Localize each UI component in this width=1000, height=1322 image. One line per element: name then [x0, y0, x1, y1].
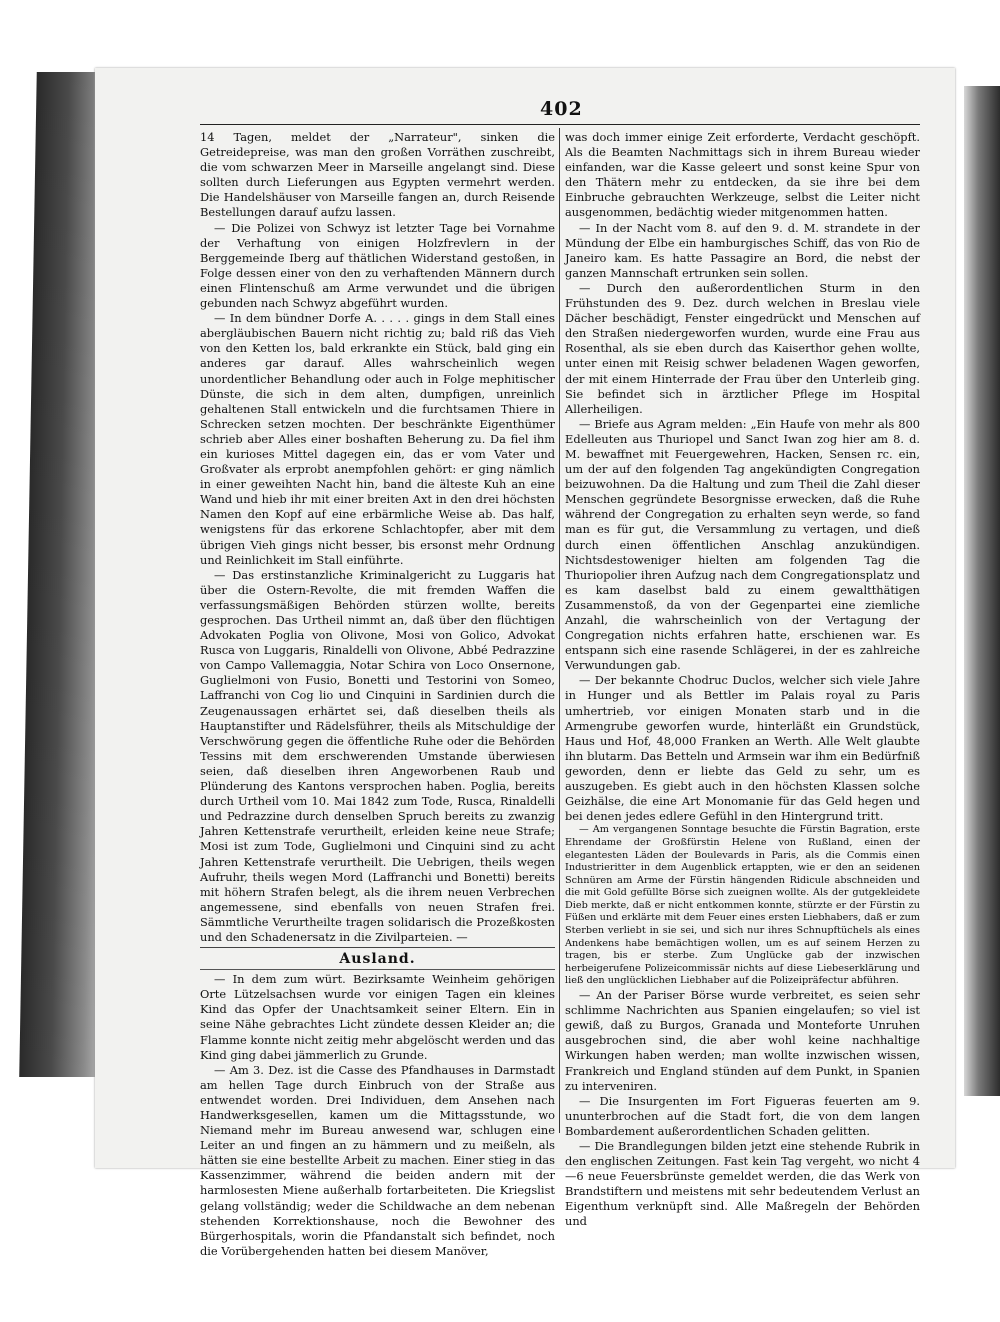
article-paragraph: — In dem bündner Dorfe A. . . . . gings in dem Stall eines abergläubischen Bauern nicht richtig zu; bald riß das Vieh von den Ketten los, bald erkrankte ein Stück, bald ging ein anderes gar darauf. Alles wahrscheinlich wegen unordentlicher Behandlung oder auch in Folge mephitischer Dünste, die sich in dem alten, dumpfigen, unreinlich gehaltenen Stall entwickeln und die furchtsamen Thiere in Schrecken setzen mochten. Der beschränkte Eigenthümer schrieb aber Alles einer boshaften Beherung zu. Da fiel ihm ein kurioses Mittel dagegen ein, das er vom Vater und Großvater als erprobt anempfohlen gehört: er ging nämlich in einer geweihten Nacht hin, band die älteste Kuh an eine Wand und hieb ihr mit einer breiten Axt in den drei höchsten Namen den Kopf auf eine erbärmliche Weise ab. Das half, wenigstens für das erkorene Schlachtopfer, aber mit dem übrigen Vieh gings nicht besser, bis ersonst mehr Ordnung und Reinlichkeit im Stall einführte.: [200, 311, 555, 567]
article-paragraph: — In dem zum würt. Bezirksamte Weinheim gehörigen Orte Lützelsachsen wurde vor einigen Tagen ein kleines Kind das Opfer der Unachtsamkeit seiner Eltern. Ein in seine Nähe gebrachtes Licht zündete dessen Kleider an; die Flamme konnte nicht zeitig mehr abgelöscht werden und das Kind ging dabei jämmerlich zu Grunde.: [200, 972, 555, 1062]
page-number: 402: [540, 98, 583, 120]
article-paragraph: — Durch den außerordentlichen Sturm in den Frühstunden des 9. Dez. durch welchen in Breslau viele Dächer beschädigt, Fenster eingedrückt und Menschen auf den Straßen niedergeworfen wurden, wurde eine Frau aus Rosenthal, als sie eben durch das Kaiserthor gehen wollte, unter einen mit Reisig schwer beladenen Wagen geworfen, der mit einem Hinterrade der Frau über den Unterleib ging. Sie befindet sich in ärztlicher Pflege im Hospital Allerheiligen.: [565, 280, 920, 416]
article-paragraph: — In der Nacht vom 8. auf den 9. d. M. strandete in der Mündung der Elbe ein hamburgisches Schiff, das von Rio de Janeiro kam. Es hatte Passagire an Bord, die nebst der ganzen Mannschaft ertrunken sein sollen.: [565, 220, 920, 280]
left-column: [200, 130, 555, 1258]
article-paragraph: — Am 3. Dez. ist die Casse des Pfandhauses in Darmstadt am hellen Tage durch Einbruch von der Straße aus entwendet worden. Drei Individuen, dem Ansehen nach Handwerksgesellen, kamen um die Mittagsstunde, wo Niemand mehr im Bureau anwesend war, schlugen eine Leiter an und fingen an zu hämmern und zu meißeln, als hätten sie eine bestellte Arbeit zu machen. Einer stieg in das Kassenzimmer, während die beiden andern mit der harmlosesten Miene außerhalb fortarbeiteten. Die Kriegslist gelang vollständig; weder die Schildwache an dem nebenan stehenden Korrektionshause, noch die Bewohner des Bürgerhospitals, worin die Pfandanstalt sich befindet, noch die Vorübergehenden hatten bei diesem Manöver,: [200, 1062, 555, 1258]
article-paragraph-small: — Am vergangenen Sonntage besuchte die Fürstin Bagration, erste Ehrendame der Großfürstin Helene von Rußland, einen der elegantesten Läden der Boulevards in Paris, als die Commis einen Industrieritter in dem Augenblick ertappten, wie er den an seidenen Schnüren am Arme der Fürstin hängenden Ridicule abschneiden und die mit Gold gefüllte Börse sich zueignen wollte. Als der gutgekleidete Dieb merkte, daß er nicht entkommen konnte, stürzte er der Fürstin zu Füßen und erklärte mit dem Feuer eines ersten Liebhabers, daß er zum Sterben verliebt in sie sei, und sich nur ihres Schnupftüchels als eines Andenkens habe bemächtigen wollen, um es auf seinem Herzen zu tragen, bis er sterbe. Zum Unglücke gab der inzwischen herbeigerufene Polizeicommissär nichts auf diese Liebeserklärung und ließ den unglücklichen Liebhaber auf die Polizeipräfectur abführen.: [565, 824, 920, 987]
right-column: [565, 130, 920, 1229]
article-paragraph: was doch immer einige Zeit erforderte, Verdacht geschöpft. Als die Beamten Nachmittags sich in ihrem Bureau wieder einfanden, war die Kasse geleert und sonst keine Spur von den Thätern mehr zu entdecken, da sie ihre bei dem Einbruche gebrauchten Werkzeuge, selbst die Leiter nicht ausgenommen, bedächtig wieder mitgenommen hatten.: [565, 130, 920, 220]
article-paragraph: — Briefe aus Agram melden: „Ein Haufe von mehr als 800 Edelleuten aus Thuriopel und Sanct Iwan zog hier am 8. d. M. bewaffnet mit Feuergewehren, Hacken, Sensen rc. ein, um der auf den folgenden Tag angekündigten Congregation beizuwohnen. Da die Haltung und zum Theil die Zahl dieser Menschen gegründete Besorgnisse erwecken, daß die Ruhe während der Congregation zu erhalten seyn werde, so fand man es für gut, die Versammlung zu vertagen, und dieß durch einen öffentlichen Anschlag anzukündigen. Nichtsdestoweniger hielten am folgenden Tag die Thuriopolier ihren Aufzug nach dem Congregationsplatz und es kam daselbst bald zu einem gewaltthätigen Zusammenstoß, da von der Gegenpartei eine ziemliche Anzahl, die wahrscheinlich von der Vertagung der Congregation nichts erfahren hatte, erschienen war. Es entspann sich eine rasende Schlägerei, in der es zahlreiche Verwundungen gab.: [565, 416, 920, 673]
header-rule: [200, 124, 920, 125]
column-divider: [559, 128, 560, 1133]
article-paragraph: 14 Tagen, meldet der „Narrateur", sinken die Getreidepreise, was man den großen Vorräthen zuschreibt, die vom schwarzen Meer in Marseille angelangt sind. Diese sollten durch Lieferungen aus Egypten vermehrt werden. Die Handelshäuser von Marseille fangen an, durch Reisende Bestellungen darauf aufzu lassen.: [200, 130, 555, 220]
section-rule: [200, 947, 555, 948]
article-paragraph: — Der bekannte Chodruc Duclos, welcher sich viele Jahre in Hunger und als Bettler im Palais royal zu Paris umhertrieb, vor einigen Monaten starb und in die Armengrube geworfen wurde, hinterläßt ein Grundstück, Haus und Hof, 48,000 Franken an Werth. Alle Welt glaubte ihn blutarm. Das Betteln und Armsein war ihm ein Bedürfniß geworden, denn er liebte das Geld zu sehr, um es auszugeben. Es giebt auch in den höchsten Klassen solche Geizhälse, die eine Art Monomanie für das Geld hegen und bei denen jedes edlere Gefühl in den Hintergrund tritt.: [565, 673, 920, 824]
article-paragraph: — Die Brandlegungen bilden jetzt eine stehende Rubrik in den englischen Zeitungen. Fast kein Tag vergeht, wo nicht 4—6 neue Feuersbrünste gemeldet werden, die das Werk von Brandstiftern und meistens mit sehr bedeutendem Verlust an Eigenthum verknüpft sind. Alle Maßregeln der Behörden und: [565, 1138, 920, 1229]
book-edge-right: [964, 86, 1000, 1096]
article-paragraph: — Das erstinstanzliche Kriminalgericht zu Luggaris hat über die Ostern-Revolte, die mit fremden Waffen die verfassungsmäßigen Behörden stürzen wollte, bereits gesprochen. Das Urtheil nimmt an, daß über den flüchtigen Advokaten Poglia von Olivone, Mosi von Golico, Advokat Rusca von Luggaris, Rinaldelli von Olivone, Abbé Pedrazzine von Campo Vallemaggia, Notar Schira von Loco Onsernone, Guglielmoni von Fusio, Bonetti und Testorini von Someo, Laffranchi von Cog lio und Cinquini in Sardinien durch die Zeugenaussagen erhärtet sei, daß dieselben theils als Hauptanstifter und Rädelsführer, theils als Mitschuldige der Verschwörung gegen die öffentliche Ruhe oder die Behörden Tessins mit dem erschwerenden Umstande überwiesen seien, daß dieselben ihren Angeworbenen Raub und Plünderung des Kantons versprochen haben. Poglia, bereits durch Urtheil vom 10. Mai 1842 zum Tode, Rusca, Rinaldelli und Pedrazzine durch denselben Spruch bereits zu zwanzig Jahren Kettenstrafe verurtheilt, erleiden keine neue Strafe; Mosi ist zum Tode, Guglielmoni und Cinquini sind zu acht Jahren Kettenstrafe verurtheilt. Die Uebrigen, theils wegen Aufruhr, theils wegen Mord (Laffranchi und Bonetti) bereits mit höhern Strafen belegt, als die ihrem neuen Verbrechen angemessene, sind ebenfalls von neuen Strafen frei. Sämmtliche Verurtheilte tragen solidarisch die Prozeßkosten und den Schadenersatz in die Zivilparteien. —: [200, 567, 555, 944]
article-paragraph: — An der Pariser Börse wurde verbreitet, es seien sehr schlimme Nachrichten aus Spanien eingelaufen; so viel ist gewiß, daß zu Burgos, Granada und Monteforte Unruhen ausgebrochen sind, die aber wohl keine nachhaltige Wirkungen haben werden; man wollte inzwischen wissen, Frankreich und England stünden auf dem Punkt, in Spanien zu interveniren.: [565, 988, 920, 1093]
section-heading-ausland: Ausland.: [200, 952, 555, 970]
article-paragraph: — Die Insurgenten im Fort Figueras feuerten am 9. ununterbrochen auf die Stadt fort, die von dem langen Bombardement außerordentlichen Schaden gelitten.: [565, 1093, 920, 1138]
article-paragraph: — Die Polizei von Schwyz ist letzter Tage bei Vornahme der Verhaftung von einigen Holzfrevlern in der Berggemeinde Iberg auf thätlichen Widerstand gestoßen, in Folge dessen einer von den zu verhaftenden Männern durch einen Flintenschuß am Arme verwundet und die übrigen gebunden nach Schwyz abgeführt wurden.: [200, 220, 555, 311]
